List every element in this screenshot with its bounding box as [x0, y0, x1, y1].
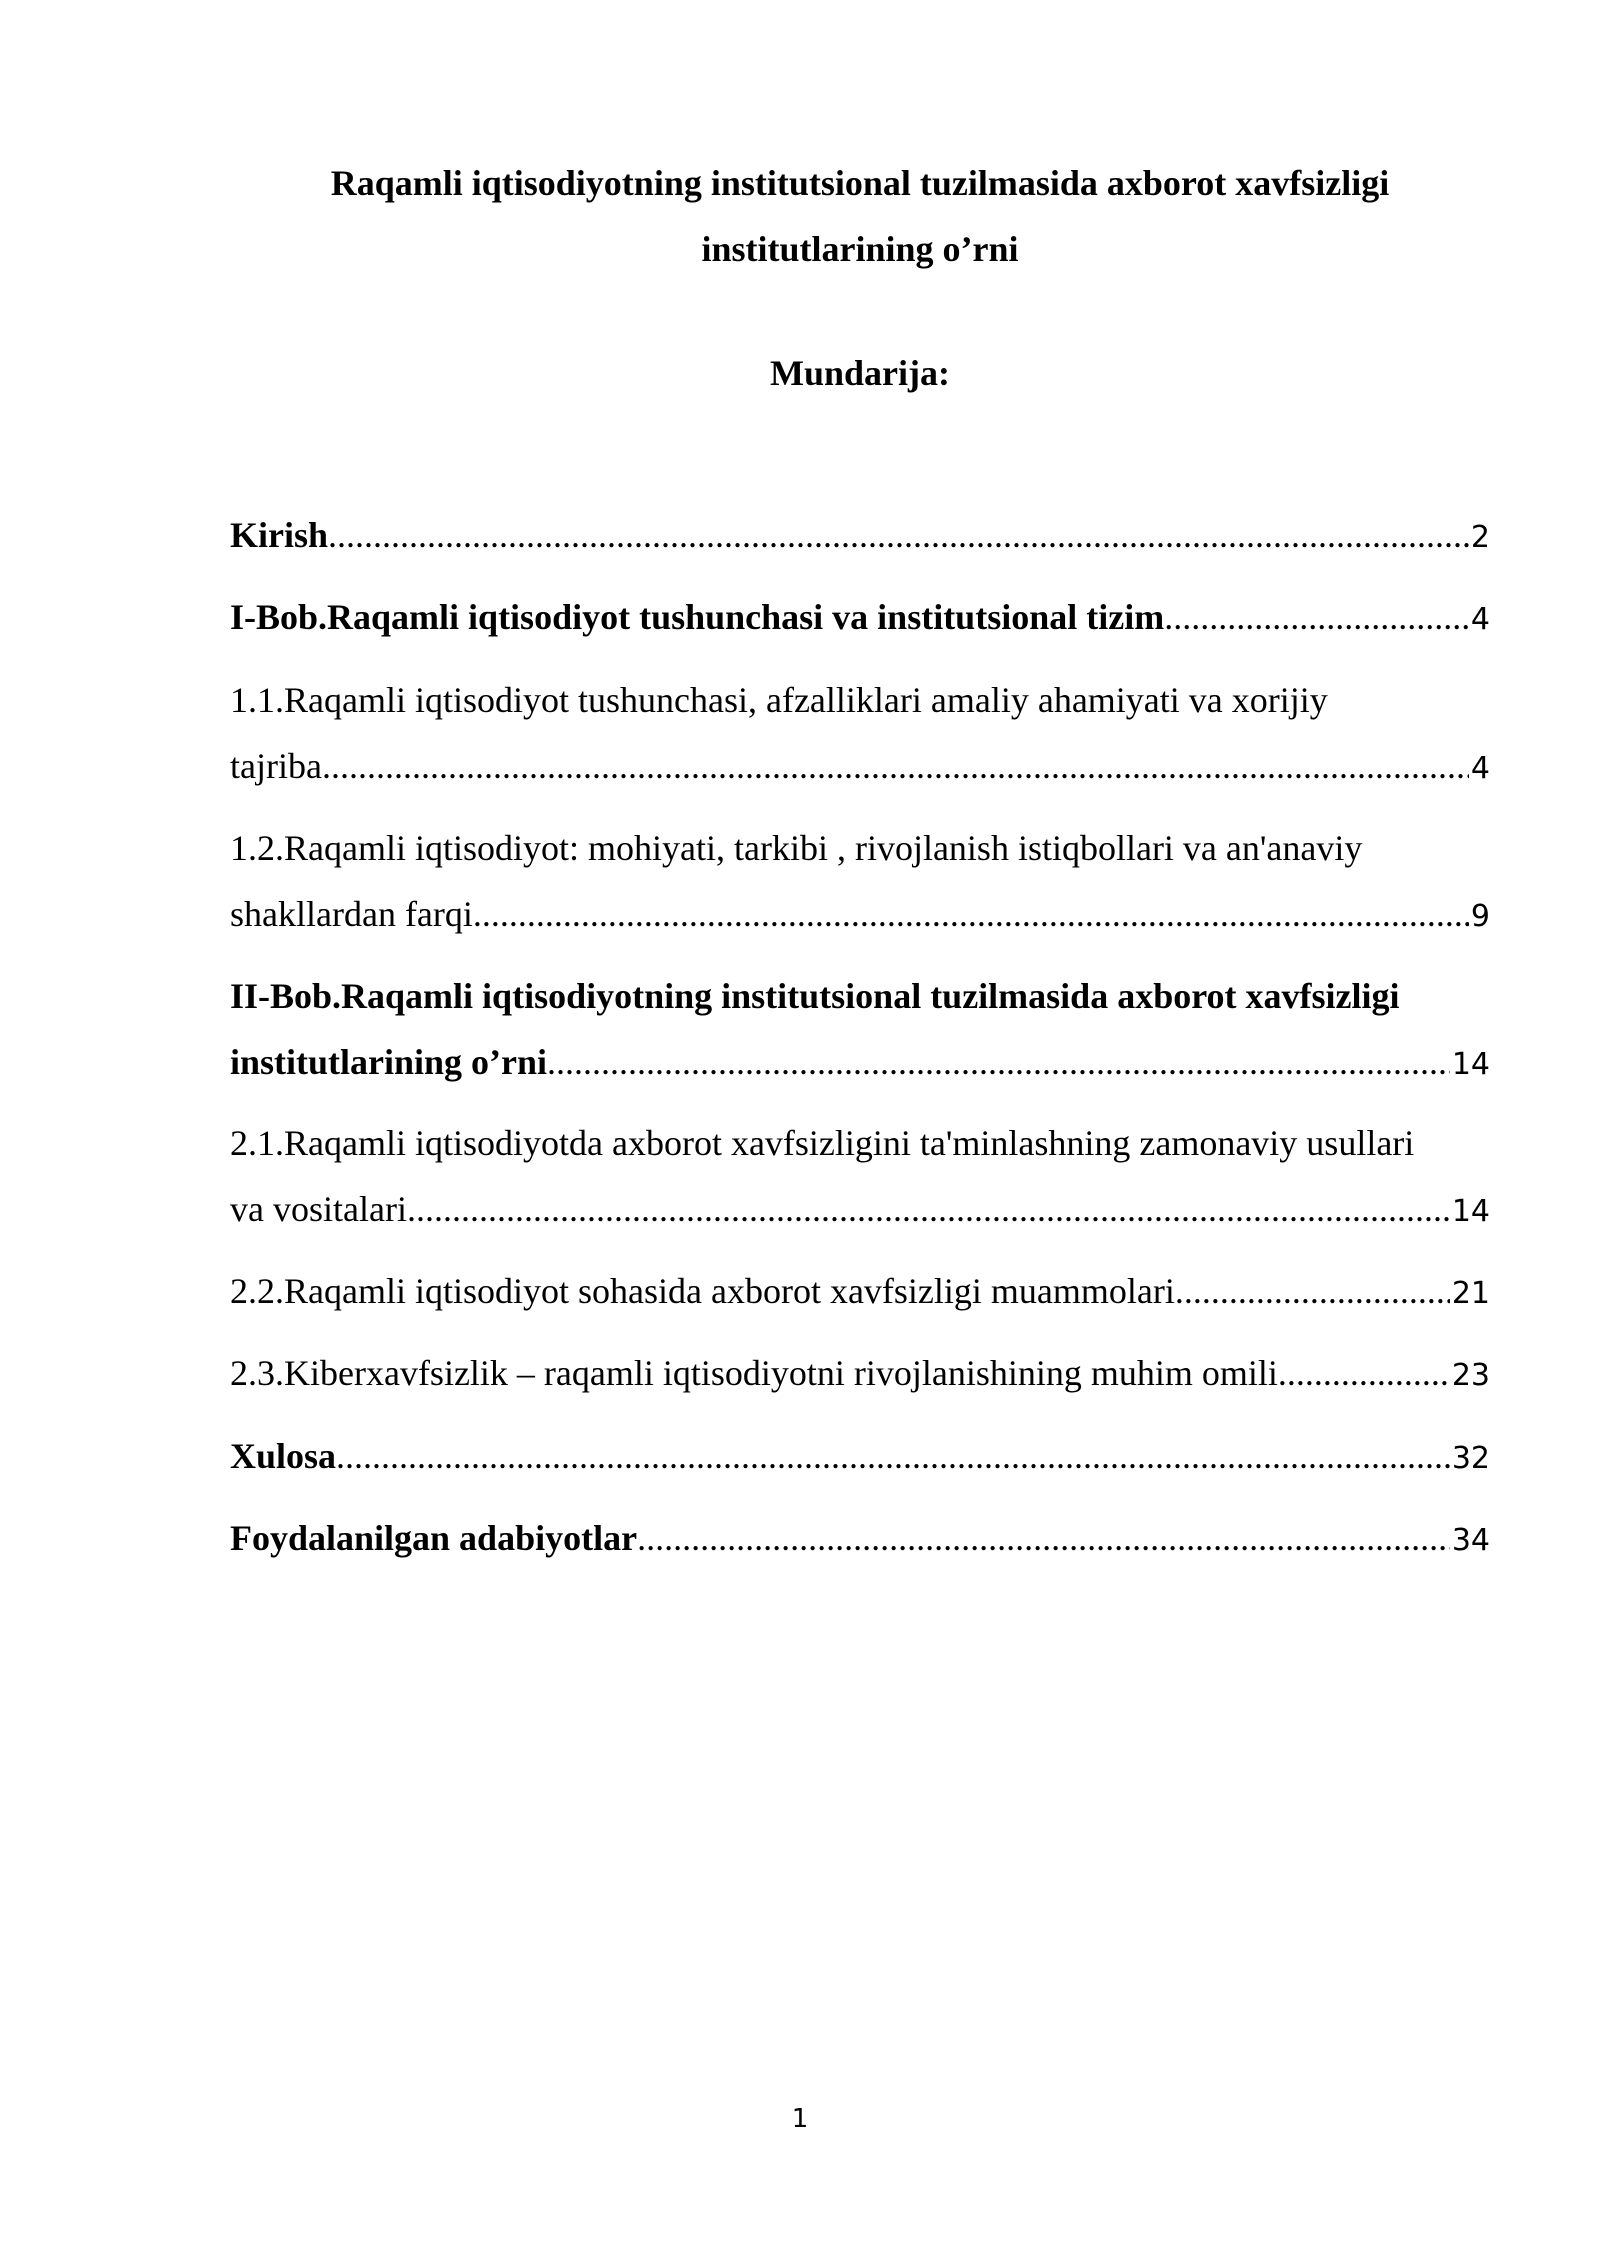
toc-dot-leader	[328, 502, 1469, 568]
toc-entry-section-2-1[interactable]	[230, 1110, 1490, 1242]
toc-entry-title: shakllardan farqi	[230, 894, 473, 934]
toc-entry-xulosa[interactable]	[230, 1423, 1490, 1489]
toc-entry-title: Kirish	[230, 515, 329, 555]
toc-entry-title-line-1: II-Bob.Raqamli iqtisodiyotning institutsional tuzilmasida axborot xavfsizligi	[230, 976, 1400, 1016]
toc-page-number: 23	[1451, 1358, 1490, 1393]
toc-dot-leader	[336, 1423, 1450, 1489]
document-title-line-2: institutlarining o’rni	[701, 229, 1019, 269]
toc-heading: Mundarija:	[770, 353, 950, 393]
toc-entry-chapter-2[interactable]	[230, 963, 1490, 1095]
toc-entry-title: 2.2.Raqamli iqtisodiyot sohasida axborot xavfsizligi muammolari	[230, 1271, 1175, 1311]
toc-page-number: 14	[1451, 1194, 1490, 1229]
toc-entry-title: Foydalanilgan adabiyotlar	[230, 1518, 638, 1558]
toc-dot-leader	[637, 1505, 1450, 1571]
document-title-line-1: Raqamli iqtisodiyotning institutsional tuzilmasida axborot xavfsizligi	[330, 163, 1390, 203]
toc-entry-title-line-1: 1.1.Raqamli iqtisodiyot tushunchasi, afzalliklari amaliy ahamiyati va xorijiy	[230, 680, 1328, 720]
toc-dot-leader	[322, 733, 1469, 799]
toc-entry-title: va vositalari	[230, 1189, 407, 1229]
toc-entry-title: I-Bob.Raqamli iqtisodiyot tushunchasi va institutsional tizim	[230, 597, 1165, 637]
toc-page-number: 4	[1470, 751, 1490, 786]
toc-entry-title-line-1: 2.1.Raqamli iqtisodiyotda axborot xavfsizligini ta'minlashning zamonaviy usullari	[230, 1123, 1415, 1163]
toc-page-number: 32	[1451, 1441, 1490, 1476]
toc-entry-section-1-1[interactable]	[230, 667, 1490, 799]
page-number: 1	[791, 2104, 809, 2134]
toc-entry-title-line-1: 1.2.Raqamli iqtisodiyot: mohiyati, tarkibi , rivojlanish istiqbollari va an'anaviy	[230, 828, 1363, 868]
toc-entry-kirish[interactable]	[230, 502, 1490, 568]
toc-dot-leader	[1175, 1258, 1450, 1324]
toc-entry-section-1-2[interactable]	[230, 815, 1490, 947]
document-title	[230, 150, 1490, 282]
toc-page-number: 34	[1451, 1523, 1490, 1558]
toc-entry-title: 2.3.Kiberxavfsizlik – raqamli iqtisodiyotni rivojlanishining muhim omili	[230, 1353, 1278, 1393]
toc-entry-section-2-3[interactable]	[230, 1340, 1490, 1406]
toc-page-number: 4	[1470, 602, 1490, 637]
toc-entry-section-2-2[interactable]	[230, 1258, 1490, 1324]
toc-dot-leader	[407, 1176, 1450, 1242]
toc-page-number: 14	[1451, 1047, 1490, 1082]
toc-page-number: 21	[1451, 1276, 1490, 1311]
toc-entry-title: institutlarining o’rni	[230, 1042, 548, 1082]
toc-dot-leader	[1278, 1340, 1450, 1406]
toc-page-number: 2	[1470, 520, 1490, 555]
toc-page-number: 9	[1470, 899, 1490, 934]
toc-entry-title: Xulosa	[230, 1436, 337, 1476]
toc-dot-leader	[547, 1029, 1450, 1095]
toc-dot-leader	[1164, 584, 1469, 650]
toc-entry-references[interactable]	[230, 1505, 1490, 1571]
toc-dot-leader	[473, 881, 1469, 947]
toc-entry-title: tajriba	[230, 746, 322, 786]
toc-entry-chapter-1[interactable]	[230, 584, 1490, 650]
